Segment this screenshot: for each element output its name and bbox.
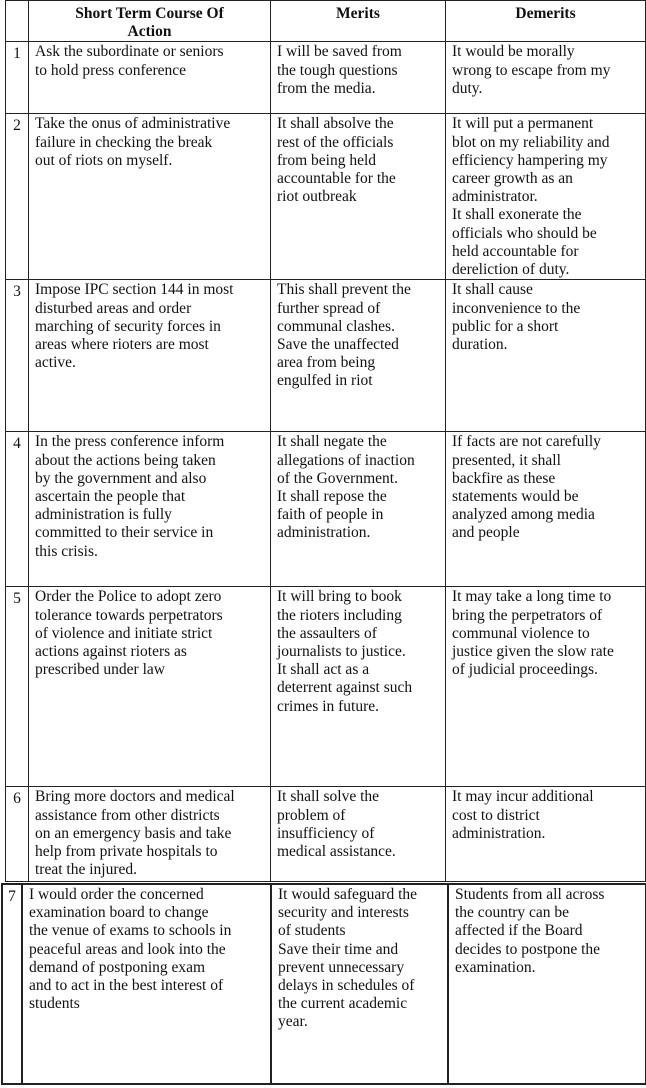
action-cell: In the press conference inform about the actions being taken by the government and also ascertain the people that administration is fully committed to their service in this crisis.	[29, 432, 271, 587]
table-row	[6, 787, 646, 882]
table-header-row	[6, 1, 646, 42]
additional-action-table	[1, 883, 646, 1085]
merits-cell: This shall prevent the further spread of communal clashes. Save the unaffected area from being engulfed in riot	[271, 280, 446, 432]
table-row	[6, 432, 646, 587]
header-demerits: Demerits	[446, 1, 646, 42]
demerits-cell: It shall cause inconvenience to the public for a short duration.	[446, 280, 646, 432]
merits-cell: It will bring to book the rioters including the assaulters of journalists to justice. It shall act as a deterrent against such crimes in future.	[271, 587, 446, 787]
row-number: 6	[6, 787, 29, 882]
header-num	[6, 1, 29, 42]
merits-cell: It would safeguard the security and interests of students Save their time and prevent unnecessary delays in schedules of the current academic year.	[271, 884, 448, 1084]
merits-cell: It shall negate the allegations of inaction of the Government. It shall repose the faith of people in administration.	[271, 432, 446, 587]
row-number: 4	[6, 432, 29, 587]
demerits-cell: It will put a permanent blot on my reliability and efficiency hampering my career growth as an administrator. It shall exonerate the officials who should be held accountable for dereliction of duty.	[446, 114, 646, 280]
row-number: 3	[6, 280, 29, 432]
demerits-cell: It may take a long time to bring the perpetrators of communal violence to justice given the slow rate of judicial proceedings.	[446, 587, 646, 787]
row-number: 7	[2, 884, 22, 1084]
action-cell: Impose IPC section 144 in most disturbed areas and order marching of security forces in areas where rioters are most active.	[29, 280, 271, 432]
course-of-action-table	[5, 0, 646, 882]
table-row	[2, 884, 646, 1084]
row-number: 5	[6, 587, 29, 787]
demerits-cell: Students from all across the country can be affected if the Board decides to postpone the examination.	[448, 884, 646, 1084]
table-row	[6, 587, 646, 787]
action-cell: Bring more doctors and medical assistance from other districts on an emergency basis and take help from private hospitals to treat the injured.	[29, 787, 271, 882]
demerits-cell: It would be morally wrong to escape from my duty.	[446, 42, 646, 114]
table-row	[6, 280, 646, 432]
merits-cell: It shall absolve the rest of the officials from being held accountable for the riot outbreak	[271, 114, 446, 280]
table-row	[6, 42, 646, 114]
demerits-cell: It may incur additional cost to district administration.	[446, 787, 646, 882]
table-row	[6, 114, 646, 280]
action-cell: Order the Police to adopt zero tolerance towards perpetrators of violence and initiate strict actions against rioters as prescribed under law	[29, 587, 271, 787]
action-cell: Ask the subordinate or seniors to hold press conference	[29, 42, 271, 114]
merits-cell: It shall solve the problem of insufficiency of medical assistance.	[271, 787, 446, 882]
header-action: Short Term Course Of Action	[29, 1, 271, 42]
row-number: 2	[6, 114, 29, 280]
row-number: 1	[6, 42, 29, 114]
demerits-cell: If facts are not carefully presented, it shall backfire as these statements would be analyzed among media and people	[446, 432, 646, 587]
action-cell: I would order the concerned examination board to change the venue of exams to schools in peaceful areas and look into the demand of postponing exam and to act in the best interest of students	[22, 884, 271, 1084]
header-merits: Merits	[271, 1, 446, 42]
merits-cell: I will be saved from the tough questions from the media.	[271, 42, 446, 114]
action-cell: Take the onus of administrative failure in checking the break out of riots on myself.	[29, 114, 271, 280]
